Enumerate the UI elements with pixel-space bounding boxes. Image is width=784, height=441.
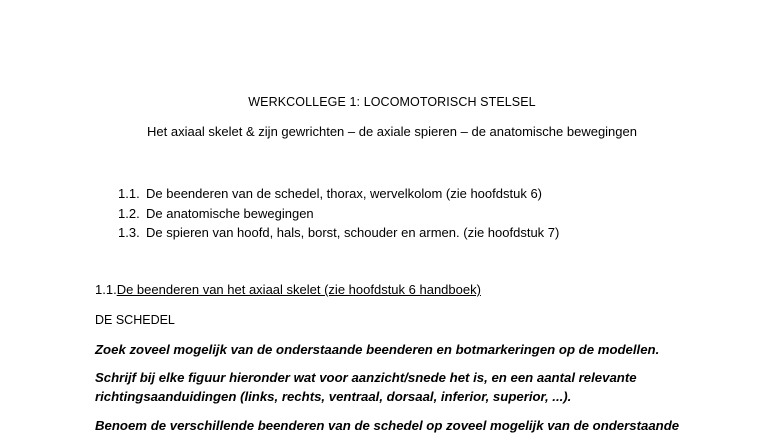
toc-item-number: 1.3. [118, 225, 140, 240]
instruction-paragraph: Schrijf bij elke figuur hieronder wat voor aanzicht/snede het is, en een aantal relevante richtingsaanduidingen (links, rechts, ventraal, dorsaal, inferior, superior, ...). [95, 370, 637, 404]
toc-item-text: De anatomische bewegingen [146, 205, 314, 221]
section-heading [95, 282, 481, 297]
toc-item-number: 1.1. [118, 186, 140, 201]
document-title [0, 95, 784, 109]
subsection-heading: DE SCHEDEL [95, 313, 175, 327]
toc-item [118, 204, 559, 224]
toc-item [118, 223, 559, 243]
document-subtitle-text: Het axiaal skelet & zijn gewrichten – de axiale spieren – de anatomische bewegingen [147, 124, 637, 139]
instruction-paragraph: Benoem de verschillende beenderen van de schedel op zoveel mogelijk van de onderstaande [95, 418, 680, 433]
toc-item-text: De spieren van hoofd, hals, borst, schouder en armen. (zie hoofdstuk 7) [146, 225, 560, 240]
section-heading-text: De beenderen van het axiaal skelet (zie hoofdstuk 6 handboek) [116, 282, 481, 297]
instruction-paragraph: Zoek zoveel mogelijk van de onderstaande beenderen en botmarkeringen op de modellen. [95, 342, 660, 357]
toc-item-number: 1.2. [118, 205, 140, 221]
table-of-contents [118, 184, 559, 243]
toc-item-text: De beenderen van de schedel, thorax, wervelkolom (zie hoofdstuk 6) [146, 186, 542, 201]
section-number: 1.1. [95, 282, 117, 297]
document-title-text: WERKCOLLEGE 1: LOCOMOTORISCH STELSEL [248, 95, 536, 109]
document-subtitle [0, 124, 784, 139]
toc-item [118, 184, 559, 204]
